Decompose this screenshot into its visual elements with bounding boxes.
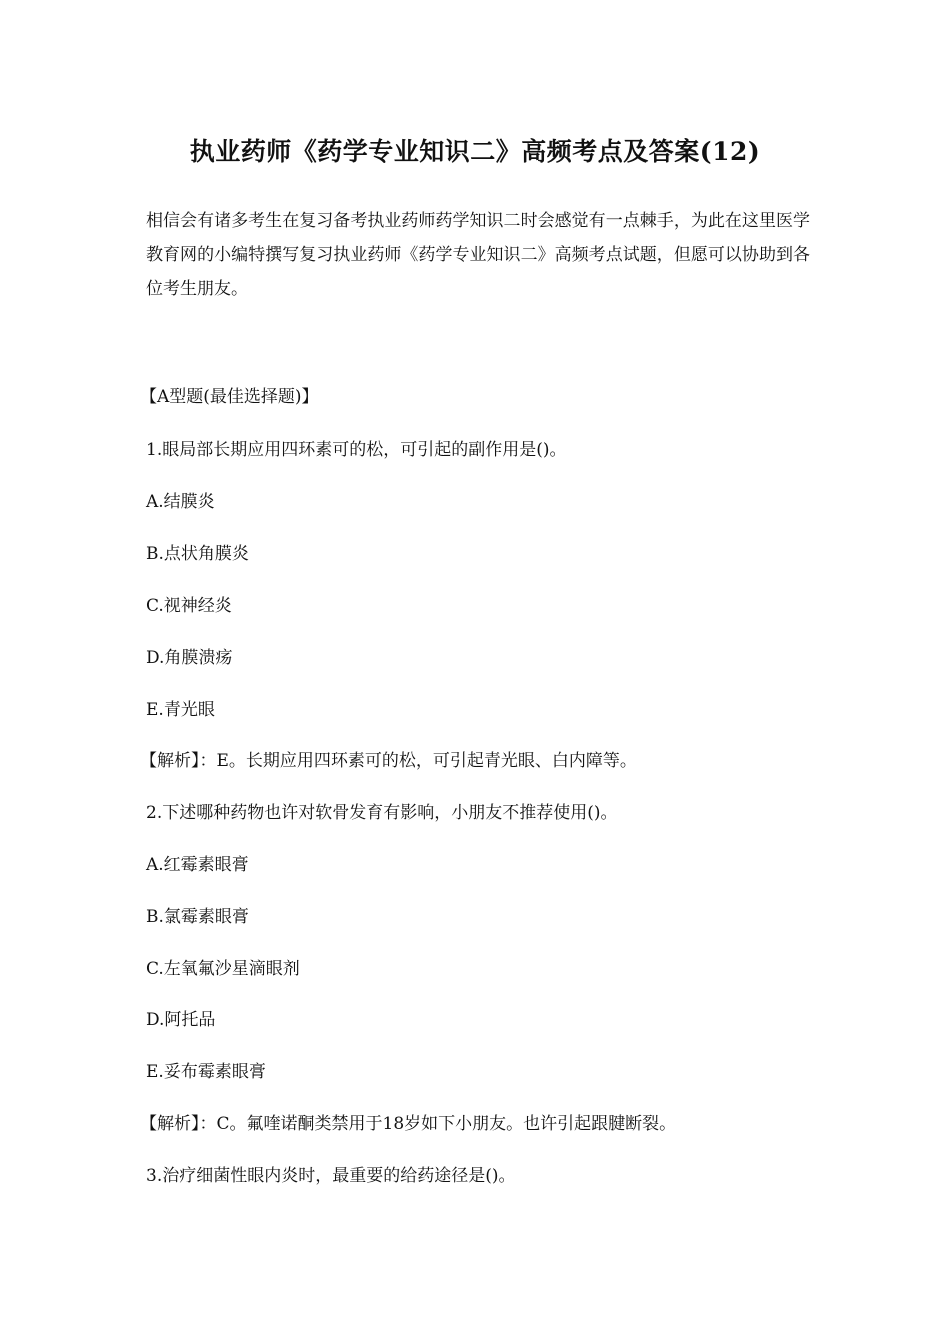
- question-2-option-a: A.红霉素眼膏: [146, 855, 249, 875]
- intro-paragraph: 相信会有诸多考生在复习备考执业药师药学知识二时会感觉有一点棘手，为此在这里医学教育网的小编特撰写复习执业药师《药学专业知识二》高频考点试题，但愿可以协助到各位考生朋友。: [146, 211, 810, 299]
- question-2-option-c: C.左氧氟沙星滴眼剂: [146, 959, 300, 979]
- section-heading: 【A型题(最佳选择题)】: [140, 387, 319, 407]
- question-1-analysis: 【解析】：E。长期应用四环素可的松，可引起青光眼、白内障等。: [140, 751, 637, 771]
- question-1-option-d: D.角膜溃疡: [146, 648, 233, 668]
- question-1-stem: 1.眼局部长期应用四环素可的松，可引起的副作用是()。: [146, 440, 567, 460]
- question-1-option-b: B.点状角膜炎: [146, 544, 249, 564]
- question-2-stem: 2.下述哪种药物也许对软骨发育有影响，小朋友不推荐使用()。: [146, 803, 618, 823]
- question-3-stem: 3.治疗细菌性眼内炎时，最重要的给药途径是()。: [146, 1166, 516, 1186]
- question-2-analysis: 【解析】：C。氟喹诺酮类禁用于18岁如下小朋友。也许引起跟腱断裂。: [140, 1114, 677, 1134]
- question-1-option-a: A.结膜炎: [146, 492, 215, 512]
- document-title: 执业药师《药学专业知识二》高频考点及答案(12): [189, 137, 761, 166]
- question-2-option-b: B.氯霉素眼膏: [146, 907, 249, 927]
- question-1-option-c: C.视神经炎: [146, 596, 232, 616]
- question-1-option-e: E.青光眼: [146, 700, 215, 720]
- question-2-option-e: E.妥布霉素眼膏: [146, 1062, 266, 1082]
- question-2-option-d: D.阿托品: [146, 1010, 216, 1030]
